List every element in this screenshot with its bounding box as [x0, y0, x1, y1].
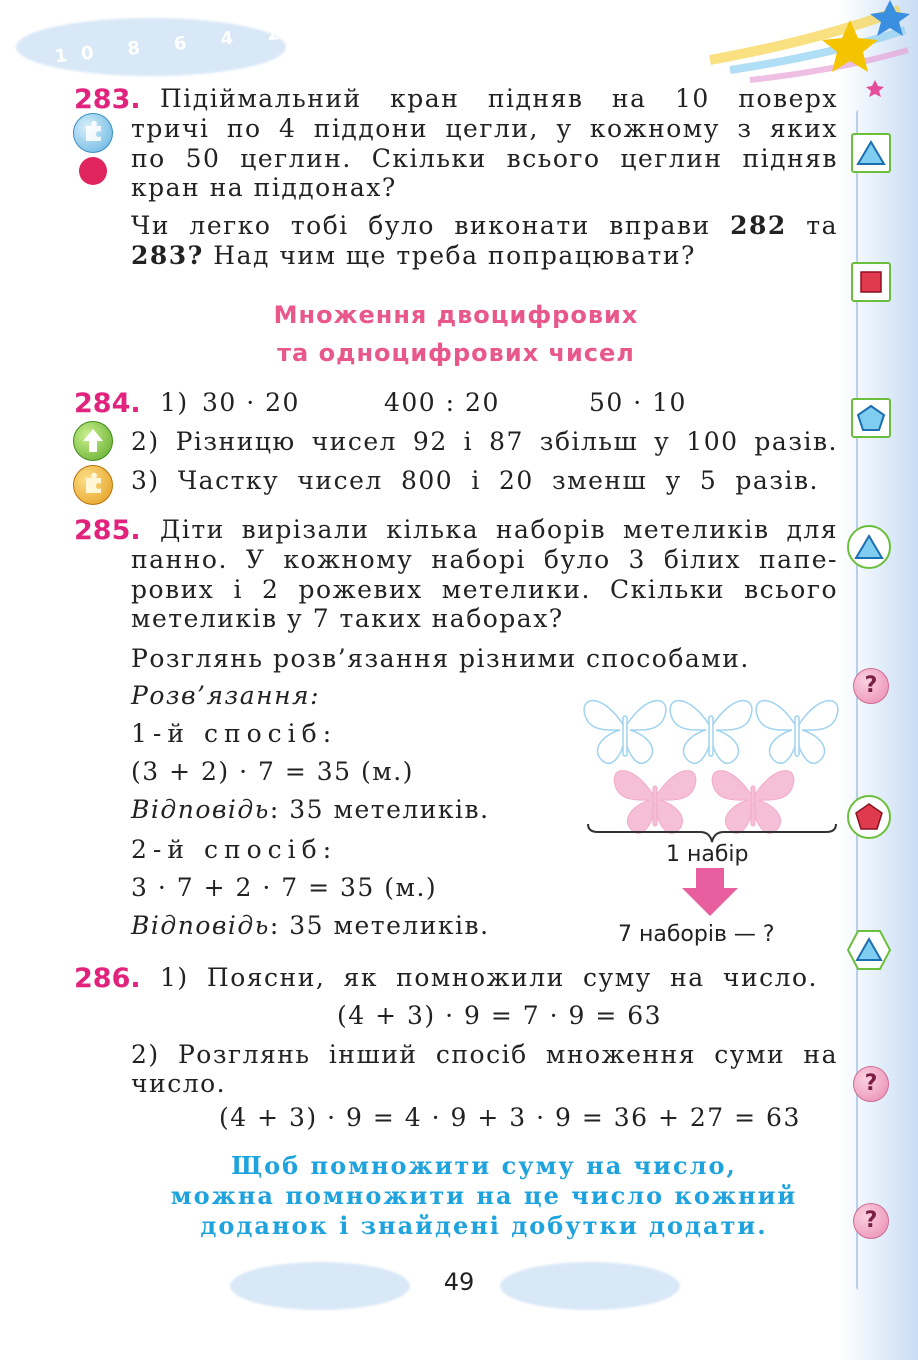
method-label: 1-й спосіб:	[131, 719, 338, 748]
white-butterfly	[756, 701, 838, 764]
exercise-text-line: рових і 2 рожевих метелики. Скільки всього	[131, 575, 838, 604]
exercise-number: 283.	[74, 84, 141, 115]
set-brace	[586, 822, 838, 844]
exercise-text-line: панно. У кожному наборі було 3 білих папе-	[131, 545, 838, 574]
exercise-number: 286.	[74, 963, 141, 994]
instruction-text: Розглянь розв’язання різними способами.	[131, 644, 750, 673]
page-number: 49	[443, 1268, 475, 1296]
pentagon-circle-icon	[847, 795, 891, 839]
triangle-circle-icon	[847, 525, 891, 569]
answer-text: : 35 метеликів.	[269, 911, 490, 940]
footer-cloud	[230, 1262, 410, 1310]
butterfly-set-illustration	[578, 684, 848, 844]
exercise-item: 1) Поясни, як помножили суму на число.	[160, 963, 818, 992]
exercise-text-line: метеликів у 7 таких наборах?	[131, 604, 564, 633]
reflection-text: Над чим ще треба попрацювати?	[203, 241, 696, 270]
exercise-text-line: тричі по 4 піддони цегли, у кожному з яких	[131, 114, 838, 143]
reflection-ref: 283?	[131, 241, 204, 270]
item-label: 1)	[160, 388, 189, 417]
puzzle-gear-icon	[73, 465, 113, 505]
math-expression: 3 · 7 + 2 · 7 = 35 (м.)	[131, 873, 438, 902]
solution-label: Розв’язання:	[131, 681, 321, 710]
exercise-item: 2) Різницю чисел 92 і 87 збільш у 100 разів.	[131, 427, 838, 456]
reflection-text: Чи легко тобі було виконати вправи	[131, 211, 731, 240]
exercise-text-line: Підіймальний кран підняв на 10 поверх	[160, 84, 838, 113]
arrow-up-icon	[73, 421, 113, 461]
reflection-question-cont	[131, 241, 696, 270]
rule-line: доданок і знайдені добутки додати.	[200, 1211, 768, 1240]
exercise-number: 285.	[74, 515, 141, 546]
answer-line	[131, 795, 490, 824]
rule-line: можна помножити на це число кожний	[170, 1181, 798, 1210]
exercise-number: 284.	[74, 388, 141, 419]
triangle-frame-icon	[851, 133, 891, 173]
exercise-text-line: Діти вирізали кілька наборів метеликів для	[160, 515, 838, 544]
math-expression: (3 + 2) · 7 = 35 (м.)	[131, 757, 414, 786]
exercise-item: 2) Розглянь інший спосіб множення суми на	[131, 1040, 838, 1069]
exercise-item: 3) Частку чисел 800 і 20 зменш у 5 разів.	[131, 466, 819, 495]
exercise-text-line: по 50 цеглин. Скільки всього цеглин підняв	[131, 144, 838, 173]
red-dot-icon	[79, 157, 107, 185]
white-butterfly	[670, 701, 752, 764]
method-label: 2-й спосіб:	[131, 835, 338, 864]
exercise-text-line: кран на піддонах?	[131, 173, 397, 202]
math-expression: 50 · 10	[589, 388, 687, 417]
white-butterfly	[584, 701, 666, 764]
question-mark-icon: ?	[853, 1066, 889, 1102]
question-mark-icon: ?	[853, 1203, 889, 1239]
down-arrow-icon	[680, 868, 740, 918]
triangle-hexagon-icon	[847, 930, 891, 970]
cloud-numbers: 10 8 6 4 2	[53, 21, 295, 68]
reflection-ref: 282	[730, 211, 787, 240]
answer-label: Відповідь	[131, 795, 270, 824]
reflection-text: та	[786, 211, 838, 240]
figure-caption: 1 набір	[666, 842, 749, 867]
pentagon-frame-icon	[851, 398, 891, 438]
section-title-line: Множення двоцифрових	[273, 301, 639, 329]
figure-question: 7 наборів — ?	[618, 922, 775, 947]
math-expression: (4 + 3) · 9 = 7 · 9 = 63	[337, 1001, 663, 1030]
question-mark-icon: ?	[853, 668, 889, 704]
exercise-item: число.	[131, 1069, 227, 1098]
section-title-line: та одноцифрових чисел	[277, 339, 635, 367]
answer-text: : 35 метеликів.	[269, 795, 490, 824]
answer-line	[131, 911, 490, 940]
square-frame-icon	[851, 262, 891, 302]
rule-line: Щоб помножити суму на число,	[231, 1151, 737, 1180]
puzzle-icon	[73, 113, 113, 153]
reflection-question	[131, 211, 838, 240]
answer-label: Відповідь	[131, 911, 270, 940]
math-expression: 30 · 20	[202, 388, 300, 417]
math-expression: (4 + 3) · 9 = 4 · 9 + 3 · 9 = 36 + 27 = 63	[219, 1103, 801, 1132]
footer-cloud	[500, 1262, 680, 1310]
math-expression: 400 : 20	[384, 388, 500, 417]
